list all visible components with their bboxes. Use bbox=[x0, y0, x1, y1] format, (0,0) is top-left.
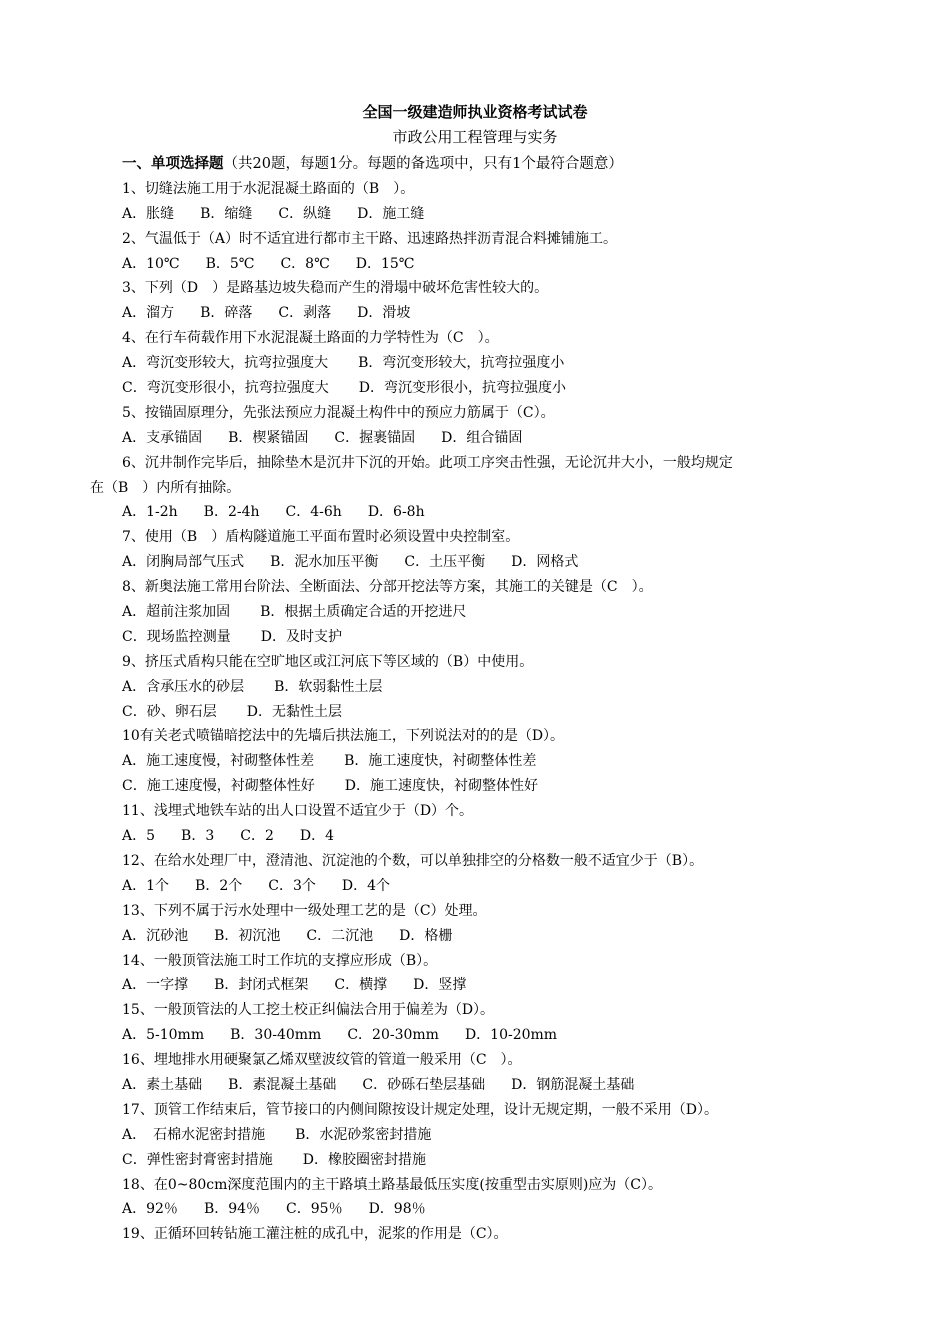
answer-option: B．初沉池 bbox=[214, 927, 281, 944]
answer-option: C．弹性密封膏密封措施 bbox=[122, 1151, 273, 1168]
answer-option: B．施工速度快，衬砌整体性差 bbox=[344, 753, 537, 770]
answer-option: C．施工速度慢，衬砌整体性好 bbox=[122, 778, 315, 795]
question-stem: 13、下列不属于污水处理中一级处理工艺的是（C）处理。 bbox=[122, 902, 487, 919]
answer-option: A．5-10mm bbox=[122, 1027, 205, 1044]
question-stem: 5、按锚固原理分，先张法预应力混凝土构件中的预应力筋属于（C）。 bbox=[122, 404, 555, 421]
question-stem: 17、顶管工作结束后，管节接口的内侧间隙按设计规定处理，设计无规定期，一般不采用（D）。 bbox=[122, 1101, 719, 1118]
document-title: 全国一级建造师执业资格考试试卷 bbox=[362, 103, 588, 121]
questions-container bbox=[0, 177, 950, 1247]
question-stem: 12、在给水处理厂中，澄清池、沉淀池的个数，可以单独排空的分格数一般不适宜少于（B）。 bbox=[122, 852, 704, 869]
document-subtitle: 市政公用工程管理与实务 bbox=[392, 128, 558, 146]
answer-option: D．钢筋混凝土基础 bbox=[511, 1076, 635, 1093]
answer-option: C．握裹锚固 bbox=[334, 429, 416, 446]
question-stem: 1、切缝法施工用于水泥混凝土路面的（B ）。 bbox=[122, 180, 415, 197]
answer-option: C．4-6h bbox=[285, 504, 342, 521]
option-row bbox=[0, 500, 950, 525]
answer-option: C．3个 bbox=[268, 877, 316, 894]
option-row bbox=[0, 202, 950, 227]
answer-option: A． 石棉水泥密封措施 bbox=[122, 1126, 266, 1143]
option-row bbox=[0, 874, 950, 899]
option-row bbox=[0, 252, 950, 277]
answer-option: D．竖撑 bbox=[413, 977, 467, 994]
question-list bbox=[0, 152, 950, 1247]
answer-option: D．15℃ bbox=[355, 255, 415, 272]
option-row bbox=[0, 1123, 950, 1148]
question-stem: 8、新奥法施工常用台阶法、全断面法、分部开挖法等方案，其施工的关键是（C ）。 bbox=[122, 579, 653, 596]
option-row bbox=[0, 1197, 950, 1222]
answer-option: C．横撑 bbox=[334, 977, 388, 994]
answer-option: C．8℃ bbox=[280, 255, 330, 272]
answer-option: A．5 bbox=[122, 828, 156, 845]
answer-option: B．弯沉变形较大，抗弯拉强度小 bbox=[358, 355, 565, 372]
option-row bbox=[0, 973, 950, 998]
question-stem: 4、在行车荷载作用下水泥混凝土路面的力学特性为（C ）。 bbox=[122, 330, 499, 347]
answer-option: C．剥落 bbox=[278, 305, 332, 322]
question-stem: 7、使用（B ）盾构隧道施工平面布置时必须设置中央控制室。 bbox=[122, 529, 520, 546]
answer-option: D．98％ bbox=[368, 1201, 426, 1218]
option-row bbox=[0, 351, 950, 376]
question-stem: 15、一般顶管法的人工挖土校正纠偏法合用于偏差为（D）。 bbox=[122, 1002, 495, 1019]
option-row bbox=[0, 924, 950, 949]
option-row bbox=[0, 1148, 950, 1173]
answer-option: D．及时支护 bbox=[260, 628, 342, 645]
answer-option: A．超前注浆加固 bbox=[122, 604, 231, 621]
section-note: （共20题，每题1分。每题的备选项中，只有1个最符合题意） bbox=[223, 156, 623, 172]
section-title: 一、单项选择题 bbox=[122, 155, 224, 172]
answer-option: A．胀缝 bbox=[122, 205, 175, 222]
answer-option: D．无黏性土层 bbox=[246, 703, 342, 720]
answer-option: C．20-30mm bbox=[347, 1027, 439, 1044]
answer-option: D．橡胶圈密封措施 bbox=[302, 1151, 426, 1168]
option-row bbox=[0, 1023, 950, 1048]
option-row bbox=[0, 376, 950, 401]
question-stem: 14、一般顶管法施工时工作坑的支撑应形成（B）。 bbox=[122, 952, 438, 969]
answer-option: C．弯沉变形很小，抗弯拉强度大 bbox=[122, 380, 329, 397]
answer-option: B．30-40mm bbox=[230, 1027, 322, 1044]
answer-option: D．施工缝 bbox=[357, 205, 425, 222]
question-stem: 6、沉井制作完毕后，抽除垫木是沉井下沉的开始。此项工序突击性强，无论沉井大小，一般均规定 bbox=[122, 454, 733, 471]
answer-option: D．滑坡 bbox=[357, 305, 411, 322]
option-row bbox=[0, 675, 950, 700]
question-stem-continued: 在（B ）内所有抽除。 bbox=[90, 479, 241, 496]
option-row bbox=[0, 774, 950, 799]
answer-option: A．弯沉变形较大，抗弯拉强度大 bbox=[122, 355, 329, 372]
option-row bbox=[0, 700, 950, 725]
option-row bbox=[0, 600, 950, 625]
option-row bbox=[0, 301, 950, 326]
question-stem: 16、埋地排水用硬聚氯乙烯双壁波纹管的管道一般采用（C ）。 bbox=[122, 1052, 522, 1069]
question-stem: 10有关老式喷锚暗挖法中的先墙后拱法施工，下列说法对的的是（D）。 bbox=[122, 728, 565, 745]
answer-option: A．支承锚固 bbox=[122, 429, 203, 446]
question-stem: 2、气温低于（A）时不适宜进行都市主干路、迅速路热拌沥青混合料摊铺施工。 bbox=[122, 230, 618, 247]
answer-option: C．2 bbox=[240, 828, 274, 845]
answer-option: C．二沉池 bbox=[306, 927, 374, 944]
answer-option: A．闭胸局部气压式 bbox=[122, 554, 245, 571]
answer-option: B．泥水加压平衡 bbox=[270, 554, 379, 571]
answer-option: B．碎落 bbox=[200, 305, 253, 322]
answer-option: A．92％ bbox=[122, 1201, 178, 1218]
answer-option: B．根据土质确定合适的开挖进尺 bbox=[260, 604, 467, 621]
answer-option: A．溜方 bbox=[122, 305, 175, 322]
answer-option: C．95％ bbox=[286, 1201, 343, 1218]
answer-option: B．软弱黏性土层 bbox=[274, 678, 383, 695]
answer-option: B．2个 bbox=[195, 877, 243, 894]
option-row bbox=[0, 426, 950, 451]
answer-option: D．4个 bbox=[341, 877, 390, 894]
answer-option: A．沉砂池 bbox=[122, 927, 189, 944]
option-row bbox=[0, 625, 950, 650]
question-stem: 19、正循环回转钻施工灌注桩的成孔中，泥浆的作用是（C）。 bbox=[122, 1226, 508, 1243]
answer-option: D．格栅 bbox=[399, 927, 453, 944]
answer-option: C．现场监控测量 bbox=[122, 628, 231, 645]
answer-option: B．5℃ bbox=[205, 255, 255, 272]
answer-option: B．素混凝土基础 bbox=[228, 1076, 337, 1093]
answer-option: B．2-4h bbox=[203, 504, 260, 521]
option-row bbox=[0, 824, 950, 849]
answer-option: D．10-20mm bbox=[464, 1027, 558, 1044]
question-stem: 18、在0~80cm深度范围内的主干路填土路基最低压实度(按重型击实原则)应为（C）。 bbox=[122, 1176, 663, 1193]
answer-option: B．缩缝 bbox=[200, 205, 253, 222]
answer-option: D．组合锚固 bbox=[441, 429, 523, 446]
section-heading bbox=[0, 152, 950, 177]
option-row bbox=[0, 749, 950, 774]
answer-option: A．含承压水的砂层 bbox=[122, 678, 245, 695]
answer-option: A．1个 bbox=[122, 877, 170, 894]
answer-option: C．砂砾石垫层基础 bbox=[362, 1076, 486, 1093]
answer-option: B．楔紧锚固 bbox=[228, 429, 309, 446]
answer-option: A．施工速度慢，衬砌整体性差 bbox=[122, 753, 315, 770]
answer-option: C．土压平衡 bbox=[404, 554, 486, 571]
answer-option: D．6-8h bbox=[367, 504, 425, 521]
answer-option: D．弯沉变形很小，抗弯拉强度小 bbox=[358, 380, 566, 397]
answer-option: B．3 bbox=[181, 828, 215, 845]
answer-option: A．10℃ bbox=[122, 255, 180, 272]
option-row bbox=[0, 1073, 950, 1098]
answer-option: D．网格式 bbox=[511, 554, 579, 571]
answer-option: D．4 bbox=[299, 828, 334, 845]
answer-option: A．素土基础 bbox=[122, 1076, 203, 1093]
question-stem: 3、下列（D ）是路基边坡失稳而产生的滑塌中破坏危害性较大的。 bbox=[122, 280, 549, 297]
answer-option: A．1-2h bbox=[122, 504, 178, 521]
answer-option: C．纵缝 bbox=[278, 205, 332, 222]
answer-option: A．一字撑 bbox=[122, 977, 189, 994]
answer-option: D．施工速度快，衬砌整体性好 bbox=[344, 778, 538, 795]
answer-option: B．封闭式框架 bbox=[214, 977, 309, 994]
option-row bbox=[0, 550, 950, 575]
question-stem: 11、浅埋式地铁车站的出人口设置不适宜少于（D）个。 bbox=[122, 803, 474, 820]
answer-option: B．94％ bbox=[203, 1201, 261, 1218]
answer-option: C．砂、卵石层 bbox=[122, 703, 217, 720]
answer-option: B．水泥砂浆密封措施 bbox=[295, 1126, 432, 1143]
question-stem: 9、挤压式盾构只能在空旷地区或江河底下等区域的（B）中使用。 bbox=[122, 653, 534, 670]
